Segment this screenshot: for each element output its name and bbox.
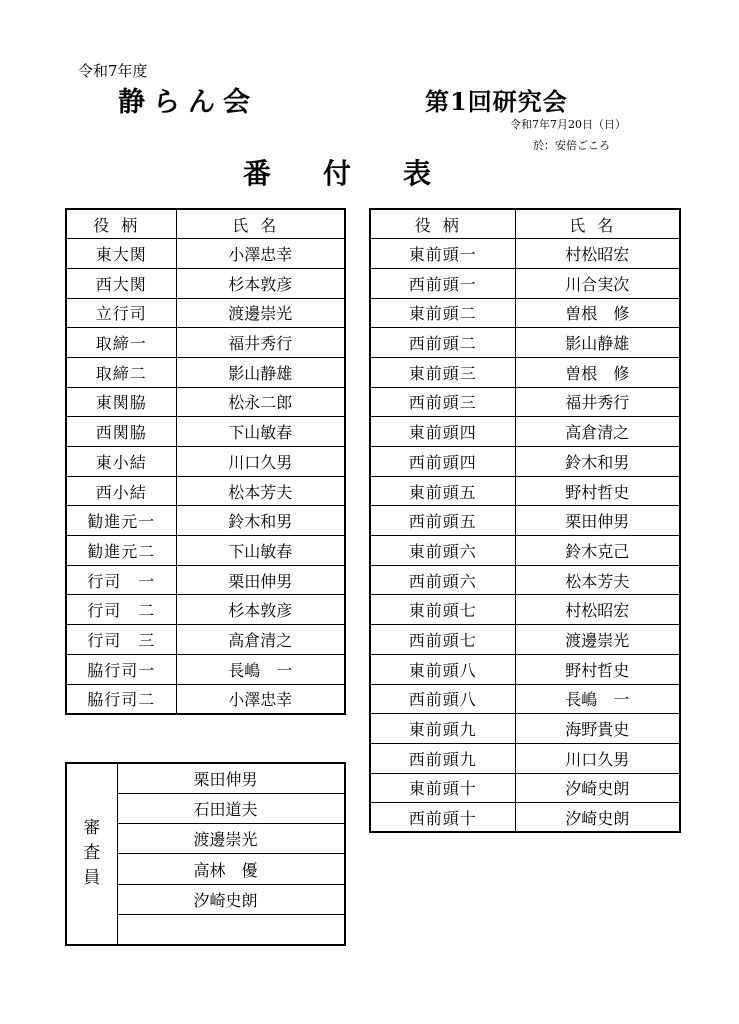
left-ranking-table [65,208,346,715]
role-cell: 東関脇 [66,387,176,417]
table-row [66,536,345,566]
judge-name: 高林 優 [117,854,345,884]
role-cell: 西前頭八 [370,684,515,714]
name-cell: 野村哲史 [515,476,680,506]
role-cell: 西前頭五 [370,506,515,536]
name-cell: 曽根 修 [515,298,680,328]
judge-name [117,914,345,944]
role-cell: 行司 三 [66,625,176,655]
role-cell: 西関脇 [66,417,176,447]
role-cell: 西小結 [66,476,176,506]
judge-name: 栗田伸男 [117,763,345,793]
name-cell: 松永二郎 [176,387,345,417]
name-cell: 下山敏春 [176,536,345,566]
table-row [370,328,680,358]
name-cell: 福井秀行 [176,328,345,358]
name-cell: 栗田伸男 [515,506,680,536]
role-cell: 東小結 [66,447,176,477]
name-cell: 長嶋 一 [176,654,345,684]
table-header-row [66,209,345,239]
society-name: 静らん会 [118,87,258,118]
table-row [66,239,345,269]
table-row [66,595,345,625]
role-cell: 西大関 [66,268,176,298]
name-cell: 渡邊崇光 [515,625,680,655]
table-row [66,268,345,298]
name-cell: 高倉清之 [515,417,680,447]
column-header-name: 氏名 [515,209,680,239]
meeting-title: 第1回研究会 [425,87,568,116]
judges-table [65,762,346,946]
role-cell: 西前頭六 [370,565,515,595]
judges-label: 審査員 [83,818,101,889]
column-header-role: 役柄 [66,209,176,239]
role-cell: 東前頭三 [370,357,515,387]
table-row [370,803,680,833]
name-cell: 杉本敦彦 [176,268,345,298]
name-cell: 村松昭宏 [515,595,680,625]
role-cell: 西前頭四 [370,447,515,477]
table-row [66,387,345,417]
fiscal-year: 令和7年度 [78,62,148,80]
right-ranking-table [369,208,681,833]
name-cell: 影山静雄 [515,328,680,358]
name-cell: 川合実次 [515,268,680,298]
table-row [370,743,680,773]
role-cell: 取締二 [66,357,176,387]
name-cell: 松本芳夫 [515,565,680,595]
table-row [66,447,345,477]
table-row [370,447,680,477]
name-cell: 川口久男 [176,447,345,477]
table-row [66,417,345,447]
role-cell: 行司 二 [66,595,176,625]
table-row [370,476,680,506]
name-cell: 小澤忠幸 [176,684,345,714]
role-cell: 脇行司二 [66,684,176,714]
table-row [66,357,345,387]
name-cell: 鈴木克己 [515,536,680,566]
role-cell: 勧進元一 [66,506,176,536]
table-row [66,476,345,506]
role-cell: 西前頭十 [370,803,515,833]
name-cell: 鈴木和男 [515,447,680,477]
column-header-role: 役柄 [370,209,515,239]
name-cell: 下山敏春 [176,417,345,447]
name-cell: 小澤忠幸 [176,239,345,269]
judge-name: 汐崎史朗 [117,884,345,914]
table-row [66,654,345,684]
role-cell: 脇行司一 [66,654,176,684]
name-cell: 海野貴史 [515,714,680,744]
name-cell: 汐崎史朗 [515,773,680,803]
table-row [370,595,680,625]
name-cell: 鈴木和男 [176,506,345,536]
name-cell: 栗田伸男 [176,565,345,595]
name-cell: 渡邊崇光 [176,298,345,328]
role-cell: 東前頭九 [370,714,515,744]
role-cell: 西前頭二 [370,328,515,358]
role-cell: 東大関 [66,239,176,269]
role-cell: 東前頭二 [370,298,515,328]
role-cell: 西前頭一 [370,268,515,298]
role-cell: 取締一 [66,328,176,358]
table-row [66,684,345,714]
name-cell: 川口久男 [515,743,680,773]
name-cell: 松本芳夫 [176,476,345,506]
table-row [370,417,680,447]
table-row [370,536,680,566]
table-row [370,357,680,387]
name-cell: 汐崎史朗 [515,803,680,833]
table-row [370,625,680,655]
table-row [370,565,680,595]
page-title: 番付表 [243,157,484,190]
meeting-date: 令和7年7月20日（日） [510,118,626,131]
table-row [370,298,680,328]
name-cell: 長嶋 一 [515,684,680,714]
name-cell: 村松昭宏 [515,239,680,269]
table-row [370,268,680,298]
name-cell: 影山静雄 [176,357,345,387]
role-cell: 東前頭十 [370,773,515,803]
role-cell: 東前頭一 [370,239,515,269]
role-cell: 東前頭五 [370,476,515,506]
role-cell: 東前頭八 [370,654,515,684]
table-row [66,763,345,793]
table-row [66,298,345,328]
name-cell: 福井秀行 [515,387,680,417]
table-row [66,625,345,655]
role-cell: 勧進元二 [66,536,176,566]
judge-name: 渡邊崇光 [117,824,345,854]
table-row [66,328,345,358]
table-header-row [370,209,680,239]
role-cell: 東前頭四 [370,417,515,447]
table-row [370,684,680,714]
table-row [370,773,680,803]
table-row [66,565,345,595]
name-cell: 曽根 修 [515,357,680,387]
role-cell: 東前頭七 [370,595,515,625]
role-cell: 西前頭三 [370,387,515,417]
judges-label-cell [66,763,117,945]
name-cell: 野村哲史 [515,654,680,684]
role-cell: 西前頭七 [370,625,515,655]
role-cell: 行司 一 [66,565,176,595]
meeting-venue: 於：安倍ごころ [533,139,610,152]
table-row [370,654,680,684]
column-header-name: 氏名 [176,209,345,239]
table-row [370,506,680,536]
table-row [370,239,680,269]
table-row [370,714,680,744]
table-row [370,387,680,417]
judge-name: 石田道夫 [117,793,345,823]
role-cell: 東前頭六 [370,536,515,566]
role-cell: 立行司 [66,298,176,328]
table-row [66,506,345,536]
role-cell: 西前頭九 [370,743,515,773]
name-cell: 高倉清之 [176,625,345,655]
name-cell: 杉本敦彦 [176,595,345,625]
